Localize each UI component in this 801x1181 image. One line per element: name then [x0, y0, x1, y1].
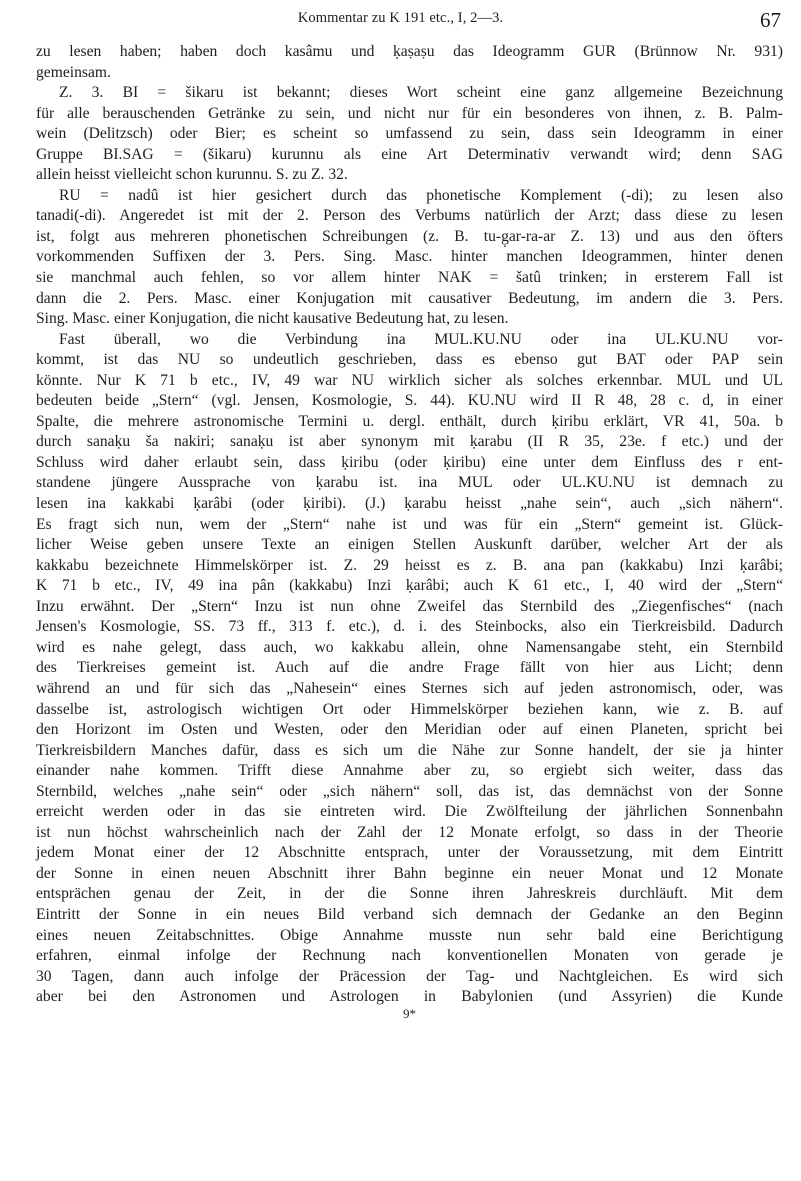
- text-line: wein (Delitzsch) oder Bier; es scheint so umfassend zu sein, dass sein Ideogramm in einer: [36, 125, 783, 143]
- text-line: durch sanaḳu ša nakiri; sanaḳu ist aber synonym mit ḳarabu (II R 35, 23e. f etc.) und der: [36, 433, 783, 451]
- text-line: während an und für sich das „Nahesein“ eines Sternes sich auf jeden astronomisch, oder, was: [36, 679, 783, 697]
- text-line: ist nun höchst wahrscheinlich nach der Zahl der 12 Monate erfolgt, so dass in der Theorie: [36, 823, 783, 841]
- text-line: entsprächen genau der Zeit, in der die Sonne ihren Jahreskreis durchläuft. Mit dem: [36, 885, 783, 903]
- text-line: K 71 b etc., IV, 49 ina pân (kakkabu) Inzi ḳarâbi; auch K 61 etc., I, 40 wird der „Stern“: [36, 577, 783, 595]
- text-line: vorkommenden Suffixen der 3. Pers. Sing. Masc. hinter manchen Ideogrammen, hinter denen: [36, 248, 783, 266]
- text-line: Fast überall, wo die Verbindung ina MUL.KU.NU oder ina UL.KU.NU vor-: [59, 330, 783, 348]
- text-line: RU = nadû ist hier gesichert durch das phonetische Komplement (-di); zu lesen also: [59, 186, 783, 204]
- text-line: allein heisst vielleicht schon kurunnu. S. zu Z. 32.: [36, 166, 348, 184]
- text-line: eines neuen Zeitabschnittes. Obige Annahme musste nun sehr bald eine Berichtigung: [36, 926, 783, 944]
- text-line: des Tierkreises gemeint ist. Auch auf die andre Frage fällt von hier aus Licht; denn: [36, 659, 783, 677]
- text-line: kakkabu bezeichnete Himmelskörper ist. Z. 29 heisst es z. B. ana pan (kakkabu) Inzi ḳarâbi;: [36, 556, 783, 574]
- text-line: Sternbild, welches „nahe sein“ oder „sich nähern“ soll, das ist, das demnächst von der Sonne: [36, 782, 783, 800]
- text-line: einander nahe kommen. Trifft diese Annahme aber zu, so ergiebt sich weiter, dass das: [36, 762, 783, 780]
- text-line: Eintritt der Sonne in ein neues Bild verband sich demnach der Gedanke an den Beginn: [36, 905, 783, 923]
- text-line: kommt, ist das NU so undeutlich geschrieben, dass es ebenso gut BAT oder PAP sein: [36, 351, 783, 369]
- text-line: Sing. Masc. einer Konjugation, die nicht kausative Bedeutung hat, zu lesen.: [36, 310, 509, 328]
- text-line: ist, folgt aus mehreren phonetischen Schreibungen (z. B. tu-g̣ar-ra-ar Z. 13) und aus den öfters: [36, 227, 783, 245]
- text-line: Es fragt sich nun, wem der „Stern“ nahe ist und was für ein „Stern“ gemeint ist. Glück-: [36, 515, 783, 533]
- running-head: [0, 10, 801, 32]
- text-line: Inzu erwähnt. Der „Stern“ Inzu ist nun ohne Zweifel das Sternbild des „Ziegenfisches“ (nach: [36, 597, 783, 615]
- text-line: lesen ina kakkabi ḳarâbi (oder ḳiribi). (J.) ḳarabu heisst „nahe sein“, auch „sich nähern“.: [36, 495, 783, 513]
- text-line: Gruppe BI.SAG = (šikaru) kurunnu als eine Art Determinativ verwandt wird; denn SAG: [36, 145, 783, 163]
- text-line: erreicht werden oder in das sie eintreten wird. Die Zwölfteilung der jährlichen Sonnenbahn: [36, 803, 783, 821]
- text-line: licher Weise geben unsere Texte an einigen Stellen Auskunft darüber, welcher Art der als: [36, 536, 783, 554]
- text-line: für alle berauschenden Getränke zu sein, und nicht nur für ein besonderes von ihnen, z. B. Palm-: [36, 104, 783, 122]
- text-line: Schluss wird daher erlaubt sein, dass ḳiribu (oder ḳiribu) eine unter dem Einfluss des r ent-: [36, 453, 783, 471]
- text-line: könnte. Nur K 71 b etc., IV, 49 war NU wirklich sicher als solches erkennbar. MUL und UL: [36, 371, 783, 389]
- text-line: dann die 2. Pers. Masc. einer Konjugation mit causativer Bedeutung, im andern die 3. Pers.: [36, 289, 783, 307]
- text-line: den Horizont im Osten und Westen, oder den Meridian oder auf einen Planeten, spricht bei: [36, 721, 783, 739]
- text-line: 30 Tagen, dann auch infolge der Präcession der Tag- und Nachtgleichen. Es wird sich: [36, 967, 783, 985]
- text-line: wird es nahe gelegt, dass auch, wo kakkabu allein, ohne Namensangabe steht, ein Sternbild: [36, 638, 783, 656]
- text-line: standene jüngere Aussprache von ḳarabu ist. ina MUL oder UL.KU.NU ist demnach zu: [36, 474, 783, 492]
- text-line: Z. 3. BI = šikaru ist bekannt; dieses Wort scheint eine ganz allgemeine Bezeichnung: [59, 84, 783, 102]
- body-text: [36, 42, 783, 1022]
- text-line: Spalte, die mehrere astronomische Termini u. dergl. enthält, durch ḳiribu erklärt, VR 41, 50a. b: [36, 412, 783, 430]
- text-line: bedeuten beide „Stern“ (vgl. Jensen, Kosmologie, S. 44). KU.NU wird II R 48, 28 c. d, in einer: [36, 392, 783, 410]
- text-line: Tierkreisbildern Manches dafür, dass es sich um die Nähe zur Sonne handelt, der sie ja hinter: [36, 741, 783, 759]
- text-line: Jensen's Kosmologie, SS. 73 ff., 313 f. etc.), d. i. des Steinbocks, also ein Tierkreisbild. Dadurch: [36, 618, 783, 636]
- page-number: 67: [760, 8, 781, 32]
- text-line: dasselbe ist, astrologisch wichtigen Ort oder Himmelskörper beziehen kann, wie z. B. auf: [36, 700, 783, 718]
- running-title: Kommentar zu K 191 etc., I, 2—3.: [297, 10, 504, 26]
- text-line: jedem Monat einer der 12 Abschnitte entsprach, unter der Voraussetzung, mit dem Eintritt: [36, 844, 783, 862]
- text-line: tanadi(-di). Angeredet ist mit der 2. Person des Verbums natürlich der Arzt; dass diese zu lesen: [36, 207, 783, 225]
- text-line: der Sonne in einen neuen Abschnitt ihrer Bahn beginne ein neuer Monat und 12 Monate: [36, 864, 783, 882]
- text-line: erfahren, einmal infolge der Rechnung nach konventionellen Monaten von gerade je: [36, 947, 783, 965]
- signature-mark: 9*: [403, 1005, 416, 1021]
- text-line: aber bei den Astronomen und Astrologen in Babylonien (und Assyrien) die Kunde: [36, 988, 783, 1006]
- text-line: sie manchmal auch fehlen, so vor allem hinter NAK = šatû trinken; in ersterem Fall ist: [36, 269, 783, 287]
- text-line: gemeinsam.: [36, 63, 111, 81]
- text-line: zu lesen haben; haben doch kasâmu und ḳaṣaṣu das Ideogramm GUR (Brünnow Nr. 931): [36, 43, 783, 60]
